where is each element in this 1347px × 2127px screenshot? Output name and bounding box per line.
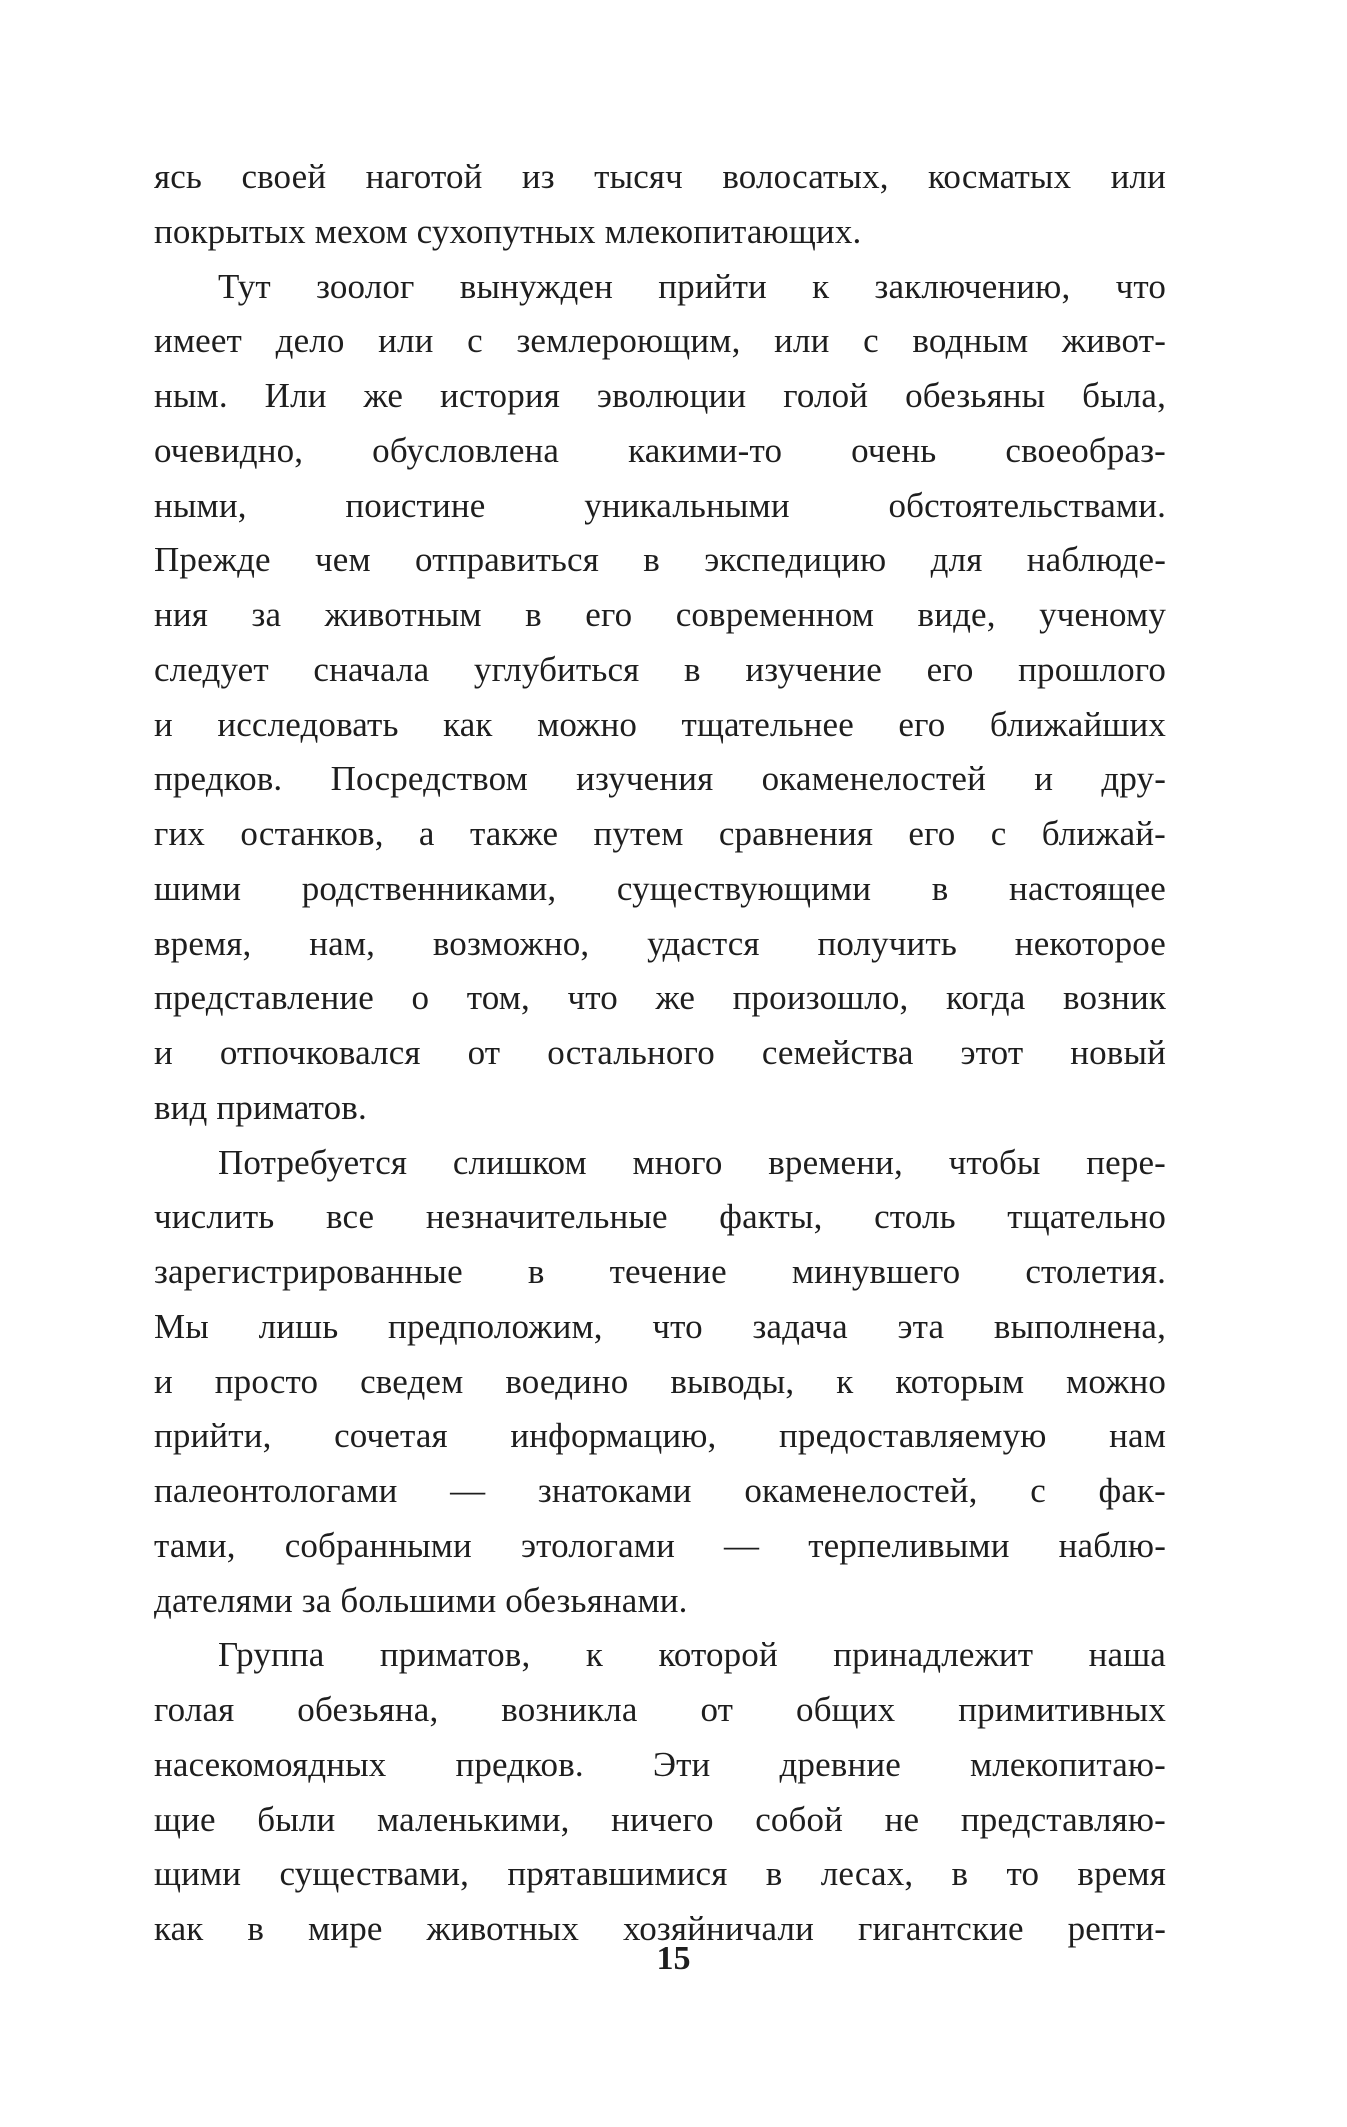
text-line: покрытых мехом сухопутных млекопитающих. bbox=[154, 211, 862, 251]
text-line: очевидно, обусловлена какими-то очень своеобраз- bbox=[154, 430, 1166, 470]
paragraph-2 bbox=[154, 260, 1166, 1136]
text-line: дателями за большими обезьянами. bbox=[154, 1580, 688, 1620]
text-line: имеет дело или с землероющим, или с водным живот- bbox=[154, 321, 1166, 361]
text-line: ясь своей наготой из тысяч волосатых, косматых или bbox=[154, 157, 1166, 196]
text-line: и просто сведем воедино выводы, к которым можно bbox=[154, 1361, 1166, 1401]
text-line: Группа приматов, к которой принадлежит наша bbox=[218, 1635, 1166, 1675]
text-line: и исследовать как можно тщательнее его ближайших bbox=[154, 704, 1166, 744]
text-line: тами, собранными этологами — терпеливыми наблю- bbox=[154, 1525, 1166, 1565]
text-line: щие были маленькими, ничего собой не представляю- bbox=[154, 1799, 1166, 1839]
text-line: палеонтологами — знатоками окаменелостей, с фак- bbox=[154, 1471, 1166, 1510]
text-line: вид приматов. bbox=[154, 1087, 367, 1127]
page-body bbox=[154, 150, 1166, 1957]
text-line: Прежде чем отправиться в экспедицию для наблюде- bbox=[154, 540, 1166, 580]
text-line: Мы лишь предположим, что задача эта выполнена, bbox=[154, 1306, 1166, 1346]
text-line: как в мире животных хозяйничали гигантские репти- bbox=[154, 1909, 1166, 1948]
text-line: и отпочковался от остального семейства этот новый bbox=[154, 1033, 1166, 1072]
text-line: представление о том, что же произошло, когда возник bbox=[154, 978, 1166, 1018]
page-number: 15 bbox=[656, 1940, 691, 1977]
text-line: щими существами, прятавшимися в лесах, в то время bbox=[154, 1854, 1166, 1894]
text-line: насекомоядных предков. Эти древние млекопитаю- bbox=[154, 1744, 1166, 1784]
paragraph-3 bbox=[154, 1136, 1166, 1629]
text-line: гих останков, а также путем сравнения его с ближай- bbox=[154, 814, 1166, 853]
text-line: шими родственниками, существующими в настоящее bbox=[154, 868, 1166, 908]
text-line: прийти, сочетая информацию, предоставляемую нам bbox=[154, 1416, 1166, 1456]
paragraph-1 bbox=[154, 150, 1166, 260]
paragraph-4 bbox=[154, 1628, 1166, 1957]
text-line: ния за животным в его современном виде, ученому bbox=[154, 595, 1166, 634]
text-line: голая обезьяна, возникла от общих примитивных bbox=[154, 1690, 1166, 1729]
text-line: числить все незначительные факты, столь тщательно bbox=[154, 1197, 1166, 1237]
text-line: ным. Или же история эволюции голой обезьяны была, bbox=[154, 376, 1166, 415]
text-line: Потребуется слишком много времени, чтобы пере- bbox=[218, 1142, 1166, 1182]
text-line: ными, поистине уникальными обстоятельствами. bbox=[154, 485, 1166, 525]
text-line: предков. Посредством изучения окаменелостей и дру- bbox=[154, 759, 1166, 799]
text-line: время, нам, возможно, удастся получить некоторое bbox=[154, 923, 1166, 963]
text-line: зарегистрированные в течение минувшего столетия. bbox=[154, 1252, 1166, 1291]
text-line: следует сначала углубиться в изучение его прошлого bbox=[154, 649, 1166, 689]
text-line: Тут зоолог вынужден прийти к заключению, что bbox=[218, 266, 1166, 306]
